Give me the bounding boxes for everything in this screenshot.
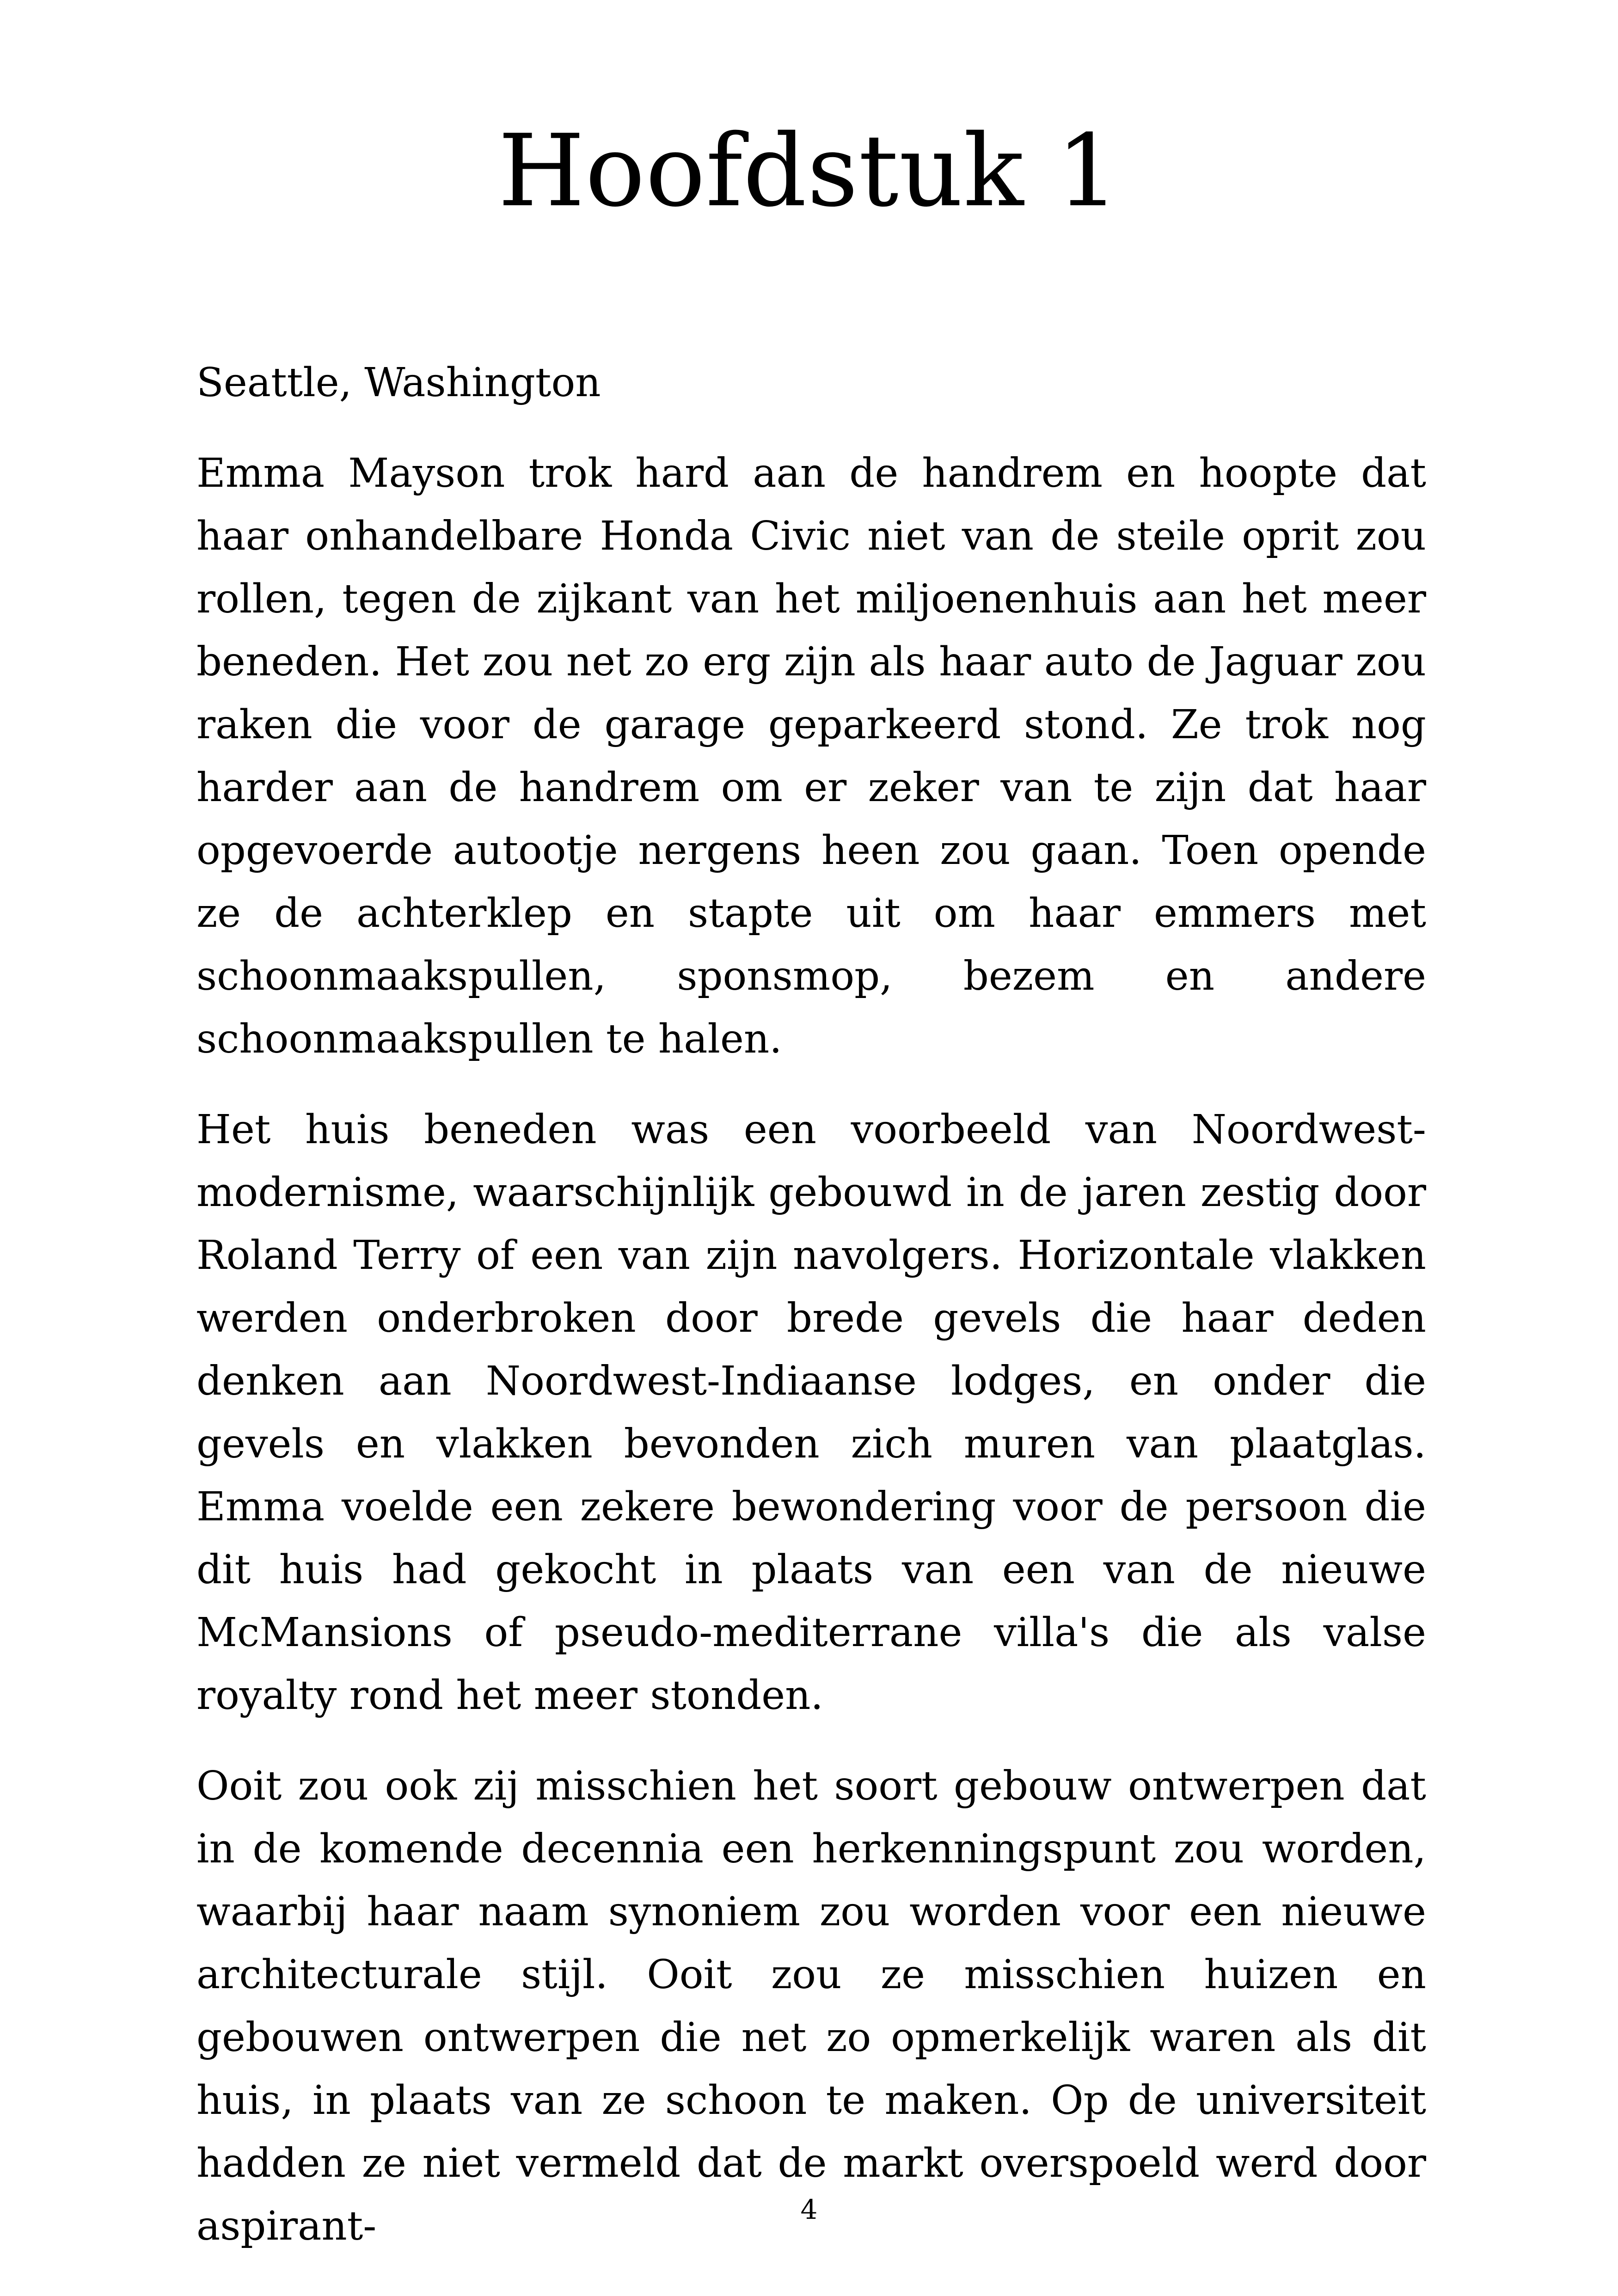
chapter-title: Hoofdstuk 1 <box>498 113 1120 229</box>
location-line: Seattle, Washington <box>196 360 601 406</box>
paragraph-1: Emma Mayson trok hard aan de handrem en hoopte dat haar onhandelbare Honda Civic niet van de steile oprit zou rollen, tegen de zijkant van het miljoenenhuis aan het meer beneden. Het zou net zo erg zijn als haar auto de Jaguar zou raken die voor de garage geparkeerd stond. Ze trok nog harder aan de handrem om er zeker van te zijn dat haar opgevoerde autootje nergens heen zou gaan. Toen opende ze de achterklep en stapte uit om haar emmers met schoonmaakspullen, sponsmop, bezem en andere schoonmaakspullen te halen. <box>196 450 1426 1062</box>
chapter-body <box>196 351 1426 2285</box>
paragraph-2: Het huis beneden was een voorbeeld van Noordwest-modernisme, waarschijnlijk gebouwd in de jaren zestig door Roland Terry of een van zijn navolgers. Horizontale vlakken werden onderbroken door brede gevels die haar deden denken aan Noordwest-Indiaanse lodges, en onder die gevels en vlakken bevonden zich muren van plaatglas. Emma voelde een zekere bewondering voor de persoon die dit huis had gekocht in plaats van een van de nieuwe McMansions of pseudo-mediterrane villa's die als valse royalty rond het meer stonden. <box>196 1107 1426 1719</box>
page-number: 4 <box>800 2194 818 2225</box>
paragraph-3: Ooit zou ook zij misschien het soort gebouw ontwerpen dat in de komende decennia een herkenningspunt zou worden, waarbij haar naam synoniem zou worden voor een nieuwe architecturale stijl. Ooit zou ze misschien huizen en gebouwen ontwerpen die net zo opmerkelijk waren als dit huis, in plaats van ze schoon te maken. Op de universiteit hadden ze niet vermeld dat de markt overspoeld werd door aspirant- <box>196 1763 1426 2249</box>
